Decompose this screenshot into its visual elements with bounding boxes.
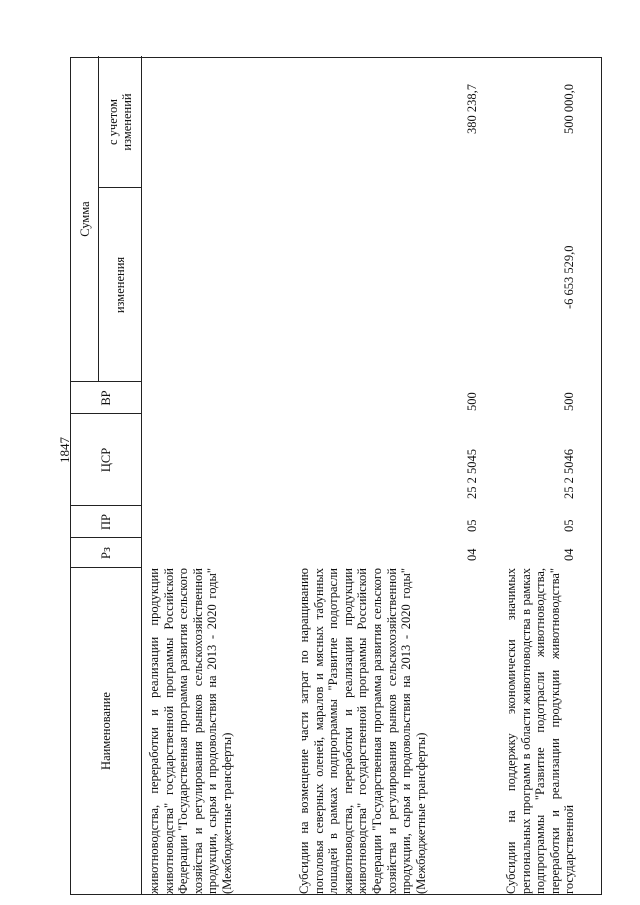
table-row [297,56,487,894]
divider-name [71,567,141,568]
row-name: Субсидии на возмещение части затрат по наращиванию поголовья северных оленей, маралов и мясных табунных лошадей в рамках подпрограммы "Развитие подотрасли животноводства, переработки и реализации продукции животноводства" государственной программы Российской Федерации "Государственная программа развития сельского хозяйства и регулирования рынков сельскохозяйственной продукции, сырья и продовольствия на 2013 - 2020 годы" (Межбюджетные трансферты) [297,568,428,894]
row-rz: 04 [562,548,576,561]
divider-pr [71,505,141,506]
row-vr: 500 [562,392,576,411]
table-row [504,56,599,894]
header-with-changes: с учетом изменений [105,93,134,151]
row-name: Субсидии на поддержку экономически значимых региональных программ в области животноводства в рамках подпрограммы "Развитие подотрасли животноводства, переработки и реализации продукции животноводства" государственной [504,568,577,894]
row-csr: 25 2 5045 [465,449,479,499]
header-vr: ВР [99,390,113,406]
row-changes: -6 653 529,0 [562,245,576,309]
header-bottom-line [141,56,142,894]
divider-vr [71,381,141,382]
divider-rz [71,537,141,538]
header-name: Наименование [99,692,113,770]
row-pr: 05 [562,519,576,532]
table-row [147,56,279,894]
page-number: 1847 [57,437,72,463]
row-with-changes: 380 238,7 [465,84,479,134]
header-pr: ПР [99,514,113,530]
budget-table [70,57,602,895]
header-csr: ЦСР [99,447,113,473]
row-rz: 04 [465,548,479,561]
divider-sum [98,187,141,188]
row-pr: 05 [465,519,479,532]
header-changes: изменения [112,256,127,314]
divider-csr [71,413,141,414]
row-name: животноводства, переработки и реализации продукции животноводства" государственной программы Российской Федерации "Государственная программа развития сельского хозяйства и регулирования рынков сельскохозяйственной продукции, сырья и продовольствия на 2013 - 2020 годы" (Межбюджетные трансферты) [147,568,234,894]
sum-split-line [98,56,99,382]
row-vr: 500 [465,392,479,411]
row-csr: 25 2 5046 [562,449,576,499]
header-rz: Рз [99,547,113,559]
row-with-changes: 500 000,0 [562,84,576,134]
header-sum: Сумма [77,201,92,237]
